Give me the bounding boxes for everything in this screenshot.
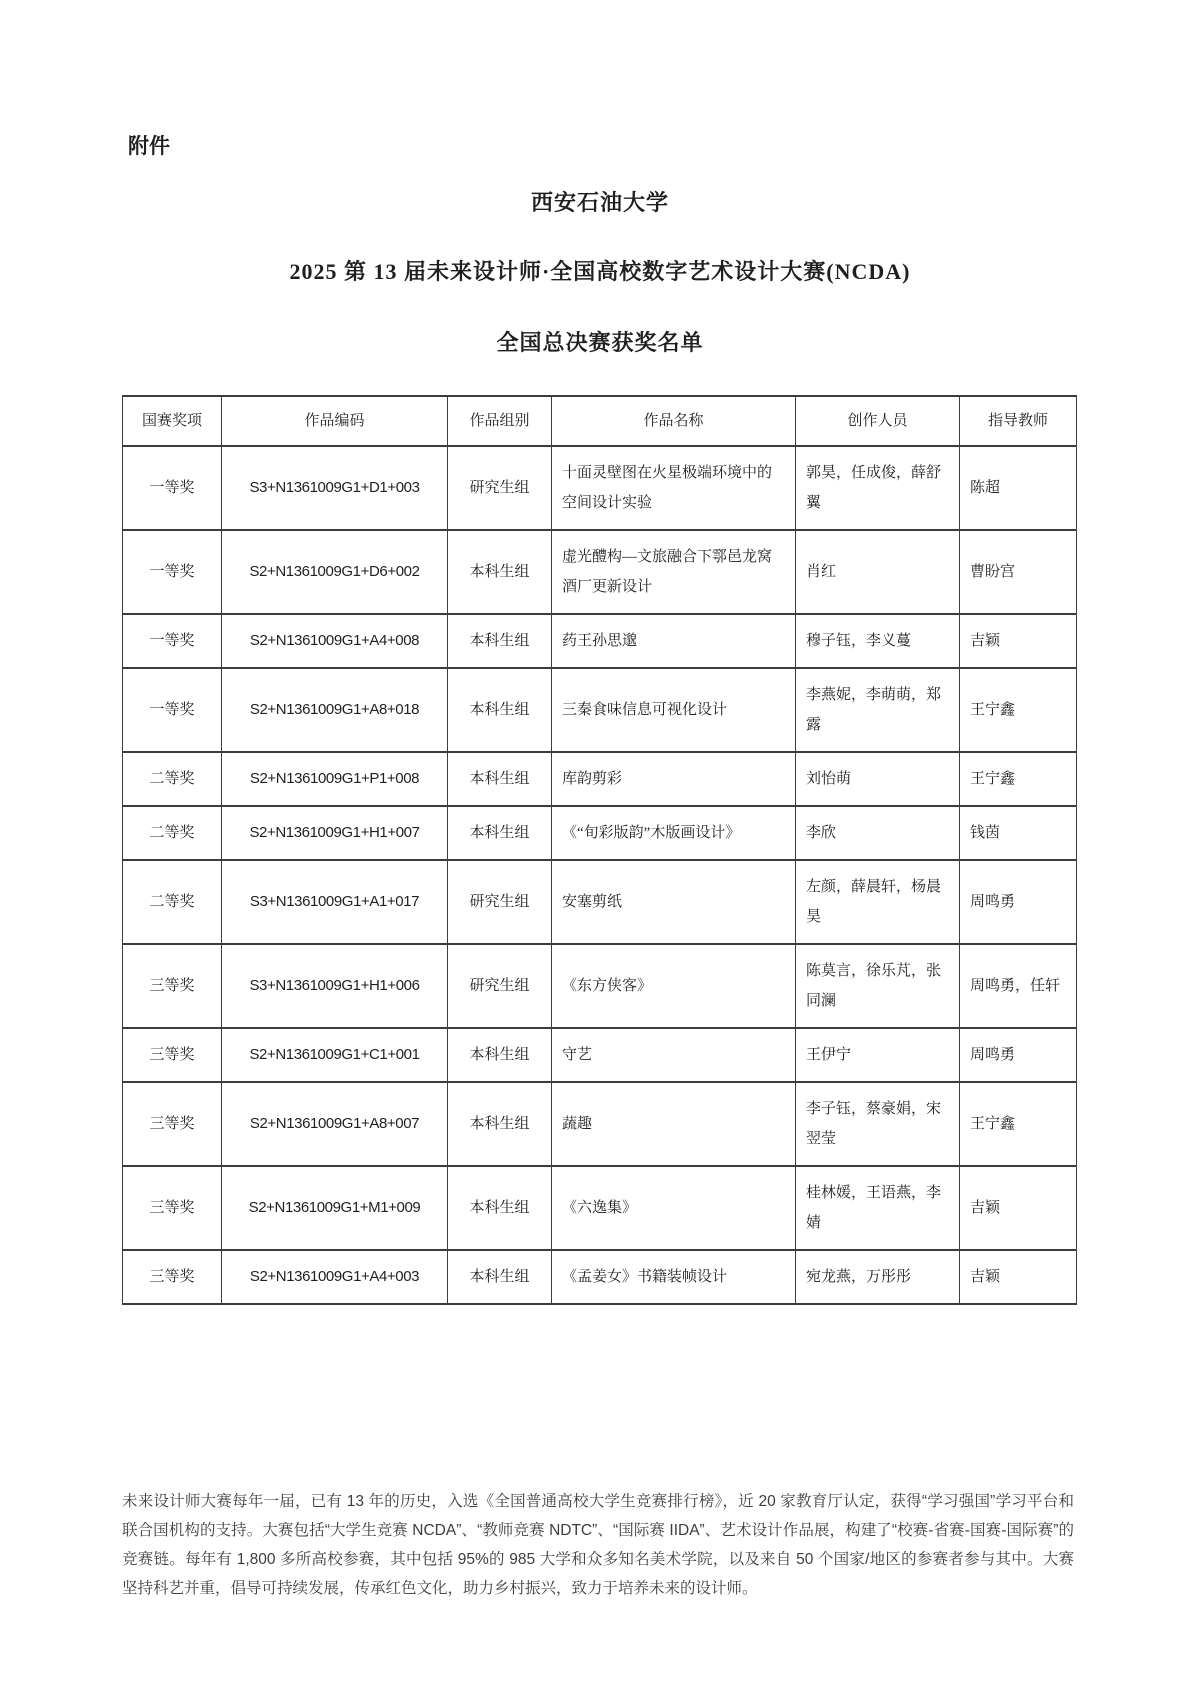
creators-cell: 宛龙燕，万彤彤 <box>796 1250 960 1304</box>
award-cell: 三等奖 <box>123 1166 222 1250</box>
work-code-cell: S3+N1361009G1+A1+017 <box>222 860 448 944</box>
group-cell: 本科生组 <box>448 1028 552 1082</box>
award-cell: 三等奖 <box>123 1082 222 1166</box>
award-table <box>122 395 1077 1305</box>
work-title-cell: 三秦食味信息可视化设计 <box>552 668 796 752</box>
work-title-cell: 库韵剪彩 <box>552 752 796 806</box>
attachment-label: 附件 <box>128 134 170 158</box>
advisor-cell: 曹盼宫 <box>960 530 1077 614</box>
advisor-cell: 周鸣勇，任轩 <box>960 944 1077 1028</box>
work-code-cell: S3+N1361009G1+H1+006 <box>222 944 448 1028</box>
award-cell: 三等奖 <box>123 1028 222 1082</box>
group-cell: 研究生组 <box>448 446 552 530</box>
table-header-row <box>123 396 1077 446</box>
table-row <box>123 614 1077 668</box>
advisor-cell: 陈超 <box>960 446 1077 530</box>
advisor-cell: 吉颖 <box>960 1250 1077 1304</box>
table-row <box>123 1082 1077 1166</box>
award-cell: 二等奖 <box>123 806 222 860</box>
award-cell: 一等奖 <box>123 530 222 614</box>
creators-cell: 王伊宁 <box>796 1028 960 1082</box>
header-work-title: 作品名称 <box>552 396 796 446</box>
award-list-title: 全国总决赛获奖名单 <box>496 330 704 355</box>
work-code-cell: S2+N1361009G1+D6+002 <box>222 530 448 614</box>
group-cell: 本科生组 <box>448 1250 552 1304</box>
header-creators: 创作人员 <box>796 396 960 446</box>
work-title-cell: 药王孙思邈 <box>552 614 796 668</box>
group-cell: 本科生组 <box>448 668 552 752</box>
table-row <box>123 1250 1077 1304</box>
creators-cell: 刘怡萌 <box>796 752 960 806</box>
group-cell: 本科生组 <box>448 614 552 668</box>
university-title: 西安石油大学 <box>530 190 669 215</box>
work-code-cell: S2+N1361009G1+A8+018 <box>222 668 448 752</box>
work-title-cell: 《六逸集》 <box>552 1166 796 1250</box>
work-title-cell: 蔬趣 <box>552 1082 796 1166</box>
competition-title: 2025 第 13 届未来设计师·全国高校数字艺术设计大赛(NCDA) <box>289 259 911 284</box>
work-code-cell: S2+N1361009G1+P1+008 <box>222 752 448 806</box>
table-row <box>123 1166 1077 1250</box>
creators-cell: 左颜，薛晨轩，杨晨昊 <box>796 860 960 944</box>
work-title-cell: 虚光醴构—文旅融合下鄠邑龙窝酒厂更新设计 <box>552 530 796 614</box>
creators-cell: 穆子钰，李义蔓 <box>796 614 960 668</box>
advisor-cell: 王宁鑫 <box>960 1082 1077 1166</box>
advisor-cell: 吉颖 <box>960 614 1077 668</box>
award-cell: 三等奖 <box>123 944 222 1028</box>
award-cell: 一等奖 <box>123 446 222 530</box>
group-cell: 研究生组 <box>448 944 552 1028</box>
group-cell: 本科生组 <box>448 1166 552 1250</box>
group-cell: 本科生组 <box>448 1082 552 1166</box>
work-code-cell: S2+N1361009G1+A4+008 <box>222 614 448 668</box>
creators-cell: 李子钰，蔡豪娟，宋翌莹 <box>796 1082 960 1166</box>
competition-description: 未来设计师大赛每年一届，已有 13 年的历史，入选《全国普通高校大学生竞赛排行榜》，近 20 家教育厅认定，获得“学习强国”学习平台和联合国机构的支持。大赛包括“大学生竞赛 NCDA”、“教师竞赛 NDTC”、“国际赛 IIDA”、艺术设计作品展，构建了“校赛-省赛-国赛-国际赛”的竞赛链。每年有 1,800 多所高校参赛，其中包括 95%的 985 大学和众多知名美术学院，以及来自 50 个国家/地区的参赛者参与其中。大赛坚持科艺并重，倡导可持续发展，传承红色文化，助力乡村振兴，致力于培养未来的设计师。 <box>122 1493 1074 1597</box>
table-row <box>123 668 1077 752</box>
work-code-cell: S2+N1361009G1+A8+007 <box>222 1082 448 1166</box>
work-code-cell: S2+N1361009G1+M1+009 <box>222 1166 448 1250</box>
work-title-cell: 《孟姜女》书籍装帧设计 <box>552 1250 796 1304</box>
advisor-cell: 周鸣勇 <box>960 860 1077 944</box>
work-title-cell: 《“旬彩版韵”木版画设计》 <box>552 806 796 860</box>
award-cell: 三等奖 <box>123 1250 222 1304</box>
header-work-code: 作品编码 <box>222 396 448 446</box>
creators-cell: 陈莫言，徐乐芃，张同澜 <box>796 944 960 1028</box>
award-cell: 二等奖 <box>123 752 222 806</box>
work-code-cell: S2+N1361009G1+C1+001 <box>222 1028 448 1082</box>
award-cell: 一等奖 <box>123 614 222 668</box>
table-row <box>123 806 1077 860</box>
header-award: 国赛奖项 <box>123 396 222 446</box>
group-cell: 本科生组 <box>448 752 552 806</box>
table-row <box>123 944 1077 1028</box>
table-row <box>123 1028 1077 1082</box>
advisor-cell: 王宁鑫 <box>960 752 1077 806</box>
group-cell: 研究生组 <box>448 860 552 944</box>
table-row <box>123 860 1077 944</box>
creators-cell: 李燕妮，李萌萌，郑露 <box>796 668 960 752</box>
work-title-cell: 安塞剪纸 <box>552 860 796 944</box>
work-title-cell: 十面灵壁图在火星极端环境中的空间设计实验 <box>552 446 796 530</box>
table-row <box>123 530 1077 614</box>
work-title-cell: 《东方侠客》 <box>552 944 796 1028</box>
work-code-cell: S2+N1361009G1+H1+007 <box>222 806 448 860</box>
advisor-cell: 钱茵 <box>960 806 1077 860</box>
header-advisor: 指导教师 <box>960 396 1077 446</box>
work-title-cell: 守艺 <box>552 1028 796 1082</box>
advisor-cell: 周鸣勇 <box>960 1028 1077 1082</box>
header-group: 作品组别 <box>448 396 552 446</box>
creators-cell: 桂林媛，王语燕，李婧 <box>796 1166 960 1250</box>
table-row <box>123 446 1077 530</box>
creators-cell: 肖红 <box>796 530 960 614</box>
advisor-cell: 吉颖 <box>960 1166 1077 1250</box>
work-code-cell: S2+N1361009G1+A4+003 <box>222 1250 448 1304</box>
table-row <box>123 752 1077 806</box>
table-body <box>123 446 1077 1304</box>
advisor-cell: 王宁鑫 <box>960 668 1077 752</box>
award-cell: 二等奖 <box>123 860 222 944</box>
group-cell: 本科生组 <box>448 806 552 860</box>
creators-cell: 郭昊，任成俊，薛舒翼 <box>796 446 960 530</box>
group-cell: 本科生组 <box>448 530 552 614</box>
work-code-cell: S3+N1361009G1+D1+003 <box>222 446 448 530</box>
award-cell: 一等奖 <box>123 668 222 752</box>
creators-cell: 李欣 <box>796 806 960 860</box>
